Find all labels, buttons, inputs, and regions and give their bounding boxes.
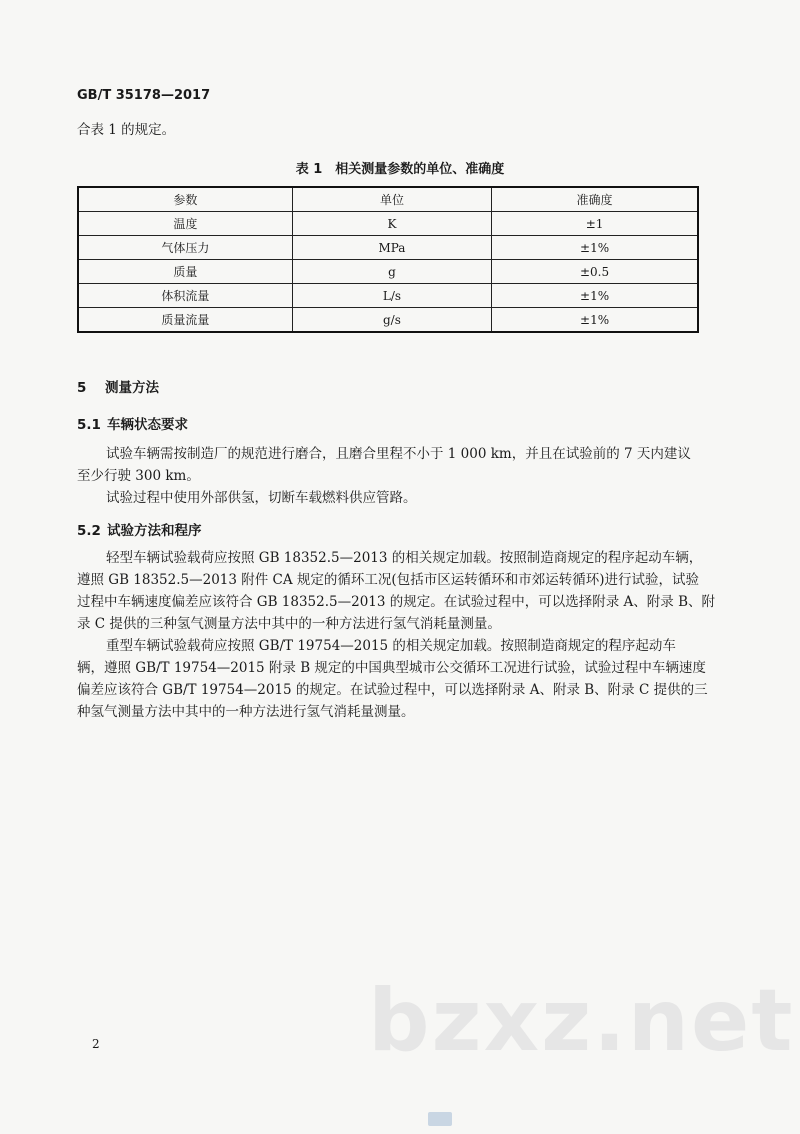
subsection-title: 试验方法和程序 (107, 523, 202, 539)
subsection-title: 车辆状态要求 (107, 417, 188, 433)
paragraph-line: 辆，遵照 GB/T 19754—2015 附录 B 规定的中国典型城市公交循环工况进行试验，试验过程中车辆速度 (77, 660, 706, 676)
table-cell: ±1% (492, 236, 698, 260)
table-row (78, 236, 698, 260)
page-number: 2 (92, 1037, 100, 1051)
subsection-heading (77, 413, 188, 433)
table-cell: 气体压力 (78, 236, 292, 260)
paragraph-line: 偏差应该符合 GB/T 19754—2015 的规定。在试验过程中，可以选择附录 A、附录 B、附录 C 提供的三 (77, 682, 708, 698)
section-number: 5 (77, 380, 87, 396)
watermark: bzxz.net (368, 971, 795, 1071)
table-cell: ±1% (492, 284, 698, 308)
table-cell: ±1% (492, 308, 698, 333)
paragraph-line: 过程中车辆速度偏差应该符合 GB 18352.5—2013 的规定。在试验过程中，可以选择附录 A、附录 B、附 (77, 594, 716, 610)
table-cell: ±0.5 (492, 260, 698, 284)
table-cell: 质量流量 (78, 308, 292, 333)
column-header: 准确度 (492, 187, 698, 212)
table-cell: 温度 (78, 212, 292, 236)
table-cell: L/s (292, 284, 491, 308)
paragraph-line: 种氢气测量方法中其中的一种方法进行氢气消耗量测量。 (77, 704, 415, 720)
table-title: 表 1 相关测量参数的单位、准确度 (295, 162, 505, 177)
footer-mark-icon (428, 1112, 452, 1126)
parameter-table (77, 186, 699, 333)
standard-code: GB/T 35178—2017 (77, 88, 211, 103)
table-header-row (78, 187, 698, 212)
table-row (78, 284, 698, 308)
table-cell: g/s (292, 308, 491, 333)
table-row (78, 308, 698, 333)
table-cell: MPa (292, 236, 491, 260)
paragraph-line: 轻型车辆试验载荷应按照 GB 18352.5—2013 的相关规定加载。按照制造商规定的程序起动车辆， (106, 550, 703, 566)
paragraph-line: 遵照 GB 18352.5—2013 附件 CA 规定的循环工况(包括市区运转循环和市郊运转循环)进行试验，试验 (77, 572, 699, 588)
paragraph-line: 重型车辆试验载荷应按照 GB/T 19754—2015 的相关规定加载。按照制造商规定的程序起动车 (106, 638, 676, 654)
table-cell: K (292, 212, 491, 236)
subsection-heading (77, 519, 202, 539)
table-cell: 质量 (78, 260, 292, 284)
paragraph-line: 试验过程中使用外部供氢，切断车载燃料供应管路。 (106, 490, 417, 506)
table-row (78, 212, 698, 236)
intro-text: 合表 1 的规定。 (77, 122, 176, 138)
paragraph-line: 试验车辆需按制造厂的规范进行磨合，且磨合里程不小于 1 000 km，并且在试验前的 7 天内建议 (106, 446, 691, 462)
subsection-number: 5.2 (77, 523, 101, 539)
paragraph-line: 录 C 提供的三种氢气测量方法中其中的一种方法进行氢气消耗量测量。 (77, 616, 501, 632)
column-header: 参数 (78, 187, 292, 212)
column-header: 单位 (292, 187, 491, 212)
section-title: 测量方法 (105, 380, 159, 396)
subsection-number: 5.1 (77, 417, 101, 433)
table-row (78, 260, 698, 284)
table-cell: ±1 (492, 212, 698, 236)
section-heading (77, 376, 159, 396)
table-cell: 体积流量 (78, 284, 292, 308)
paragraph-line: 至少行驶 300 km。 (77, 468, 200, 484)
table-cell: g (292, 260, 491, 284)
